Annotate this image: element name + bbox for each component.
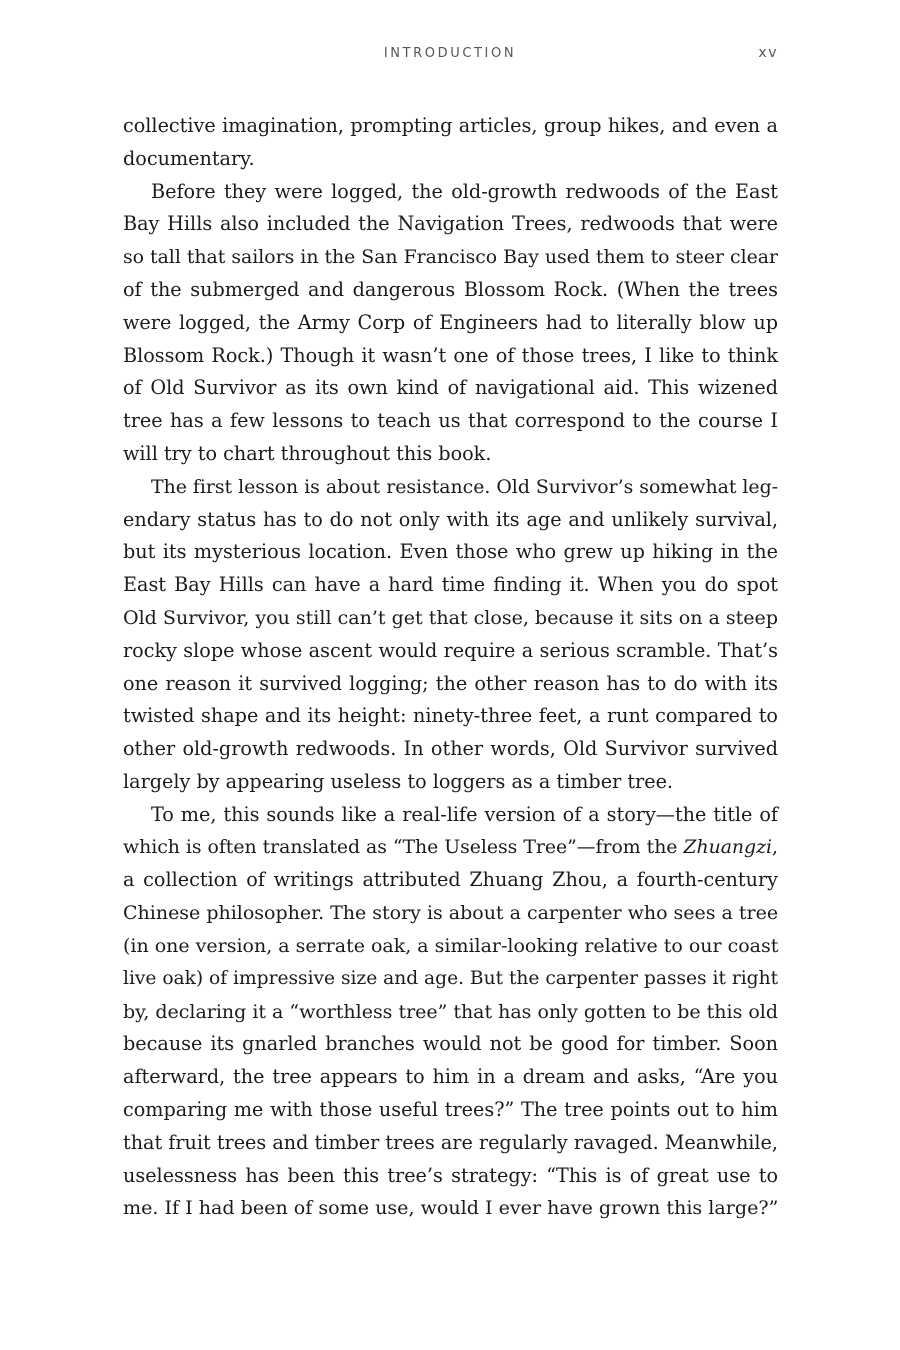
text-line: rocky slope whose ascent would require a serious scramble. That’s	[123, 638, 778, 662]
text-line: other old-growth redwoods. In other words, Old Survivor survived	[123, 737, 778, 761]
text-line: because its gnarled branches would not be good for timber. Soon	[123, 1032, 778, 1056]
text-line: were logged, the Army Corp of Engineers had to literally blow up	[123, 310, 778, 334]
text-line: a collection of writings attributed Zhuang Zhou, a fourth-century	[123, 868, 778, 892]
text-line: of the submerged and dangerous Blossom Rock. (When the trees	[123, 277, 778, 301]
text-line: of Old Survivor as its own kind of navigational aid. This wizened	[123, 376, 778, 400]
text-line: uselessness has been this tree’s strategy: “This is of great use to	[123, 1163, 778, 1187]
paragraph	[123, 799, 778, 1225]
body-text	[123, 110, 778, 1225]
text-line: twisted shape and its height: ninety-three feet, a runt compared to	[123, 704, 778, 728]
text-line: one reason it survived logging; the other reason has to do with its	[123, 671, 778, 695]
text-line: live oak) of impressive size and age. But the carpenter passes it right	[123, 967, 779, 989]
text-line: so tall that sailors in the San Francisco Bay used them to steer clear	[123, 246, 778, 269]
text-line: To me, this sounds like a real-life version of a story—the title of	[151, 802, 778, 826]
book-title-zhuangzi: Zhuangzi	[683, 836, 773, 858]
text-line: Before they were logged, the old-growth redwoods of the East	[151, 179, 778, 203]
text-line: me. If I had been of some use, would I ever have grown this large?”	[123, 1197, 779, 1220]
text-line: by, declaring it a “worthless tree” that has only gotten to be this old	[123, 1000, 778, 1023]
text-line: Blossom Rock.) Though it wasn’t one of those trees, I like to think	[123, 343, 778, 367]
text-line: collective imagination, prompting articles, group hikes, and even a	[123, 114, 778, 137]
text-line: documentary.	[123, 146, 255, 170]
text-line: endary status has to do not only with its age and unlikely survival,	[123, 507, 778, 531]
text-line: but its mysterious location. Even those who grew up hiking in the	[123, 540, 778, 564]
text-line: (in one version, a serrate oak, a similar-looking relative to our coast	[123, 934, 779, 957]
running-head	[0, 44, 900, 66]
text-line: comparing me with those useful trees?” The tree points out to him	[123, 1097, 778, 1121]
paragraph	[123, 176, 778, 471]
text-line: tree has a few lessons to teach us that correspond to the course I	[123, 409, 778, 433]
text-line: largely by appearing useless to loggers as a timber tree.	[123, 769, 674, 793]
paragraph	[123, 471, 778, 799]
text-line: East Bay Hills can have a hard time finding it. When you do spot	[123, 573, 778, 597]
text-line: that fruit trees and timber trees are regularly ravaged. Meanwhile,	[123, 1130, 778, 1154]
text-line: afterward, the tree appears to him in a dream and asks, “Are you	[123, 1065, 778, 1089]
paragraph	[123, 110, 778, 176]
text-line: Chinese philosopher. The story is about a carpenter who sees a tree	[123, 902, 779, 925]
text-line: Old Survivor, you still can’t get that close, because it sits on a steep	[123, 606, 778, 629]
text-line: Bay Hills also included the Navigation Trees, redwoods that were	[123, 212, 778, 236]
section-title: INTRODUCTION	[383, 46, 517, 61]
text-line: will try to chart throughout this book.	[123, 441, 492, 465]
text-line: The first lesson is about resistance. Old Survivor’s somewhat leg-	[151, 475, 778, 498]
text-line: which is often translated as “The Useless Tree”—from the Zhuangzi,	[123, 836, 778, 858]
page-number: xv	[758, 45, 778, 61]
